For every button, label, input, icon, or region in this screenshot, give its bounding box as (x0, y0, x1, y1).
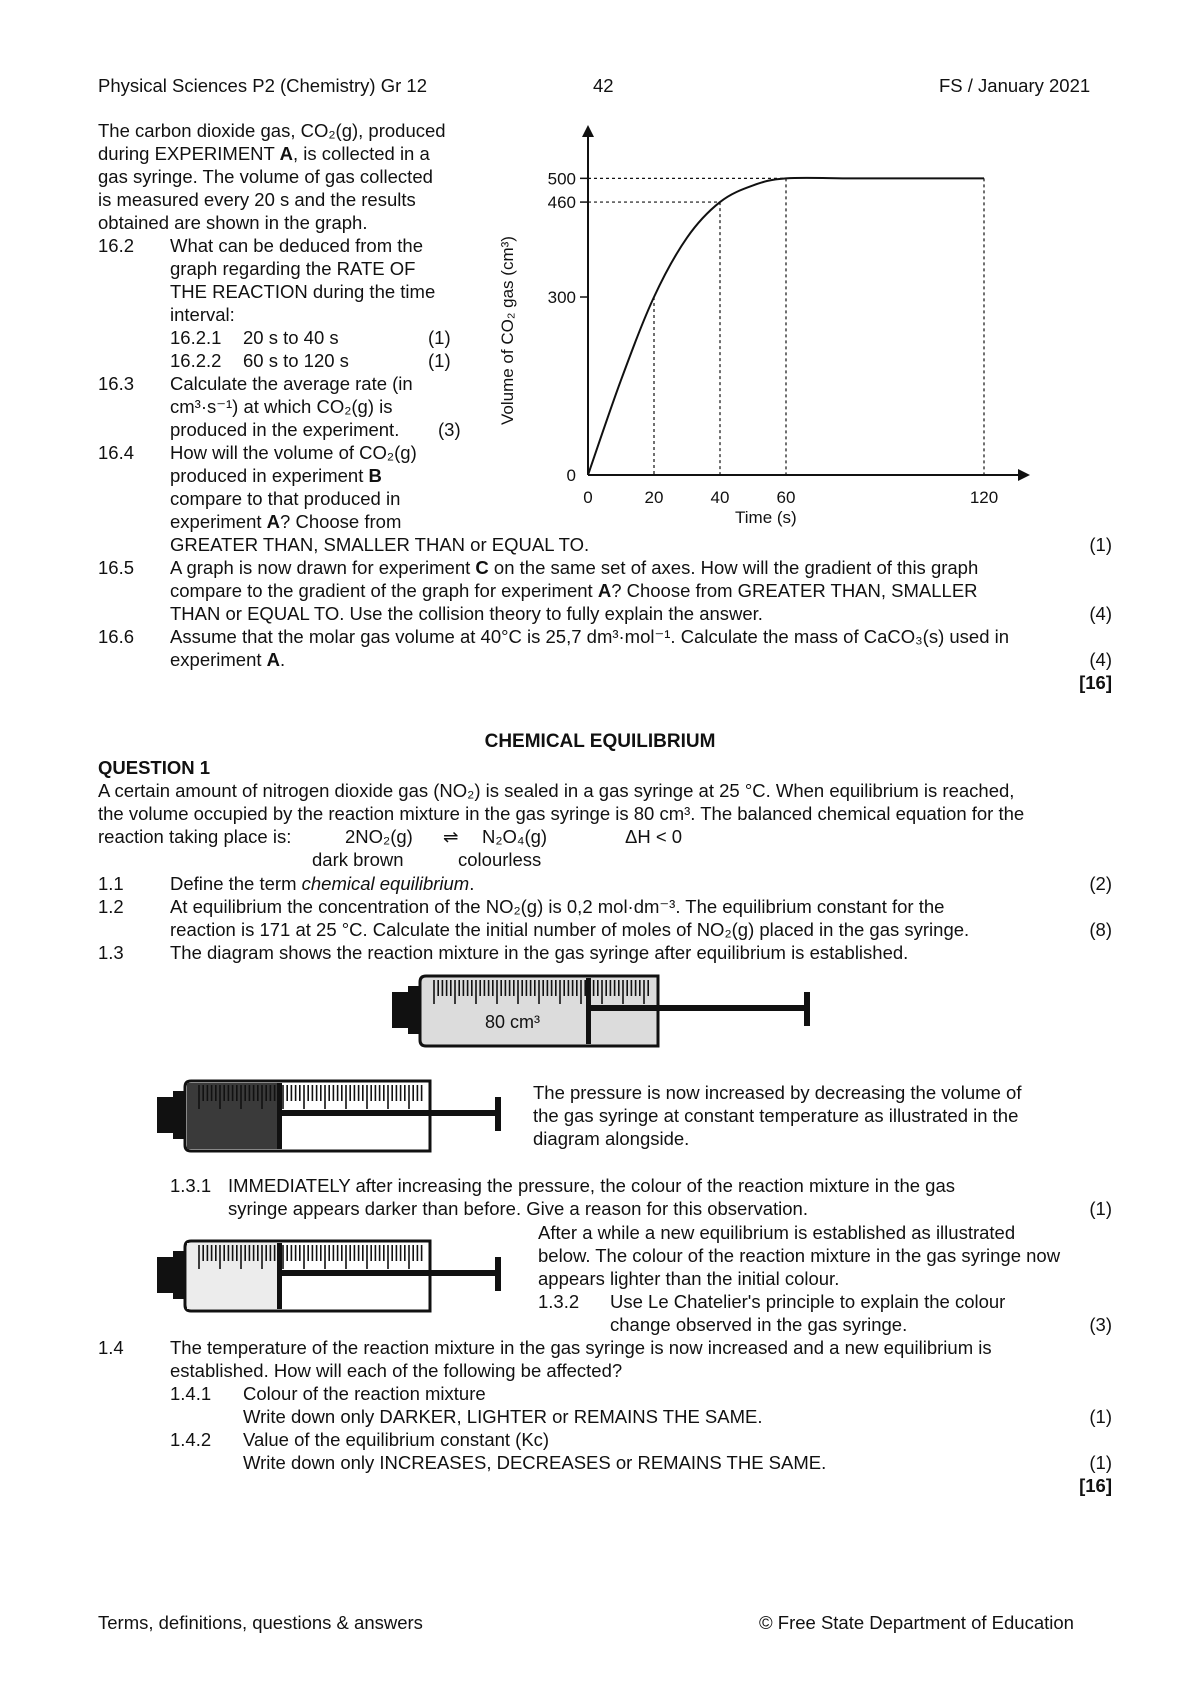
q1-4-2-mark: (1) (1089, 1452, 1112, 1473)
q1-intro-line-3: reaction taking place is: (98, 826, 292, 847)
syringe-plunger-handle (804, 992, 810, 1026)
equilibrium-arrow: ⇌ (443, 826, 459, 847)
q16-total: [16] (1079, 672, 1112, 693)
syringe-plunger-rod (586, 1005, 808, 1011)
intro-line-1: The carbon dioxide gas, CO₂(g), produced (98, 120, 446, 141)
footer-right: © Free State Department of Education (759, 1612, 1074, 1633)
q16-4-line-4: experiment A? Choose from (170, 511, 402, 532)
q16-5-line-2: compare to the gradient of the graph for experiment A? Choose from GREATER THAN, SMALLER (170, 580, 978, 601)
chart-x-tick-label: 40 (710, 488, 730, 507)
chart-x-tick-label: 120 (969, 488, 999, 507)
chart-y-tick-label: 500 (547, 169, 576, 189)
header-right: FS / January 2021 (939, 75, 1091, 96)
chart-y-axis-arrow (582, 125, 594, 137)
chart-guides (588, 178, 984, 475)
q16-4-line-3: compare to that produced in (170, 488, 401, 509)
intro-line-3: gas syringe. The volume of gas collected (98, 166, 433, 187)
reactant-colour: dark brown (312, 849, 404, 870)
syringe-nozzle (157, 1257, 175, 1293)
q16-3-line-1: Calculate the average rate (in (170, 373, 413, 394)
q1-4-line-2: established. How will each of the following be affected? (170, 1360, 623, 1381)
chart-y-axis-label: Volume of CO₂ gas (cm³) (498, 236, 517, 425)
syringe-equilibrium (390, 970, 830, 1052)
q16-4-line-5: GREATER THAN, SMALLER THAN or EQUAL TO. (170, 534, 590, 555)
q1-3-2-line-2: change observed in the gas syringe. (610, 1314, 908, 1335)
q1-4-1-line-1: Colour of the reaction mixture (243, 1383, 486, 1404)
q1-4-line-1: The temperature of the reaction mixture in the gas syringe is now increased and a new equilibrium is (170, 1337, 992, 1358)
footer-left: Terms, definitions, questions & answers (98, 1612, 423, 1633)
chart-y-tick-label: 300 (547, 288, 576, 308)
q16-2-2-number: 16.2.2 (170, 350, 222, 371)
q1-1-number: 1.1 (98, 873, 124, 894)
q16-4-mark: (1) (1089, 534, 1112, 555)
pressure-text-line-2: the gas syringe at constant temperature as illustrated in the (533, 1105, 1019, 1126)
syringe-new-equilibrium (155, 1235, 515, 1317)
chart-x-axis-arrow (1018, 469, 1030, 481)
after-text-line-3: appears lighter than the initial colour. (538, 1268, 840, 1289)
q16-5-line-3: THAN or EQUAL TO. Use the collision theory to fully explain the answer. (170, 603, 763, 624)
after-text-line-2: below. The colour of the reaction mixture in the gas syringe now (538, 1245, 1061, 1266)
syringe-volume-label: 80 cm³ (485, 1012, 541, 1032)
q16-2-2-text: 60 s to 120 s (243, 350, 349, 371)
q16-2-line-1: What can be deduced from the (170, 235, 423, 256)
q1-3-2-line-1: Use Le Chatelier's principle to explain the colour (610, 1291, 1006, 1312)
q1-3-1-line-2: syringe appears darker than before. Give a reason for this observation. (228, 1198, 808, 1219)
q16-4-line-1: How will the volume of CO₂(g) (170, 442, 417, 463)
q1-1-mark: (2) (1089, 873, 1112, 894)
q1-3-line-1: The diagram shows the reaction mixture in the gas syringe after equilibrium is established. (170, 942, 909, 963)
equation-product: N₂O₄(g) (482, 826, 548, 847)
q16-5-number: 16.5 (98, 557, 135, 578)
q16-2-number: 16.2 (98, 235, 135, 256)
q1-4-1-line-2: Write down only DARKER, LIGHTER or REMAINS THE SAME. (243, 1406, 763, 1427)
after-text-line-1: After a while a new equilibrium is established as illustrated (538, 1222, 1016, 1243)
q1-3-1-mark: (1) (1089, 1198, 1112, 1219)
q1-4-number: 1.4 (98, 1337, 124, 1358)
q16-2-1-mark: (1) (428, 327, 451, 348)
q1-3-2-mark: (3) (1089, 1314, 1112, 1335)
product-colour: colourless (458, 849, 542, 870)
q1-2-line-1: At equilibrium the concentration of the NO₂(g) is 0,2 mol·dm⁻³. The equilibrium constant for the (170, 896, 945, 917)
q1-2-line-2: reaction is 171 at 25 °C. Calculate the initial number of moles of NO₂(g) placed in the gas syringe. (170, 919, 970, 940)
syringe-compressed (155, 1075, 515, 1157)
q1-intro-line-2: the volume occupied by the reaction mixture in the gas syringe is 80 cm³. The balanced chemical equation for the (98, 803, 1025, 824)
q1-3-1-number: 1.3.1 (170, 1175, 212, 1196)
q16-6-number: 16.6 (98, 626, 135, 647)
intro-line-2: during EXPERIMENT A, is collected in a (98, 143, 430, 164)
equation-reactant: 2NO₂(g) (345, 826, 413, 847)
q16-3-line-2: cm³·s⁻¹) at which CO₂(g) is (170, 396, 393, 417)
q1-4-1-number: 1.4.1 (170, 1383, 212, 1404)
q16-4-number: 16.4 (98, 442, 135, 463)
co2-volume-graph (490, 125, 1120, 530)
q16-6-line-2: experiment A. (170, 649, 286, 670)
header-left: Physical Sciences P2 (Chemistry) Gr 12 (98, 75, 427, 96)
chart-x-tick-label: 20 (644, 488, 664, 507)
q1-2-mark: (8) (1089, 919, 1112, 940)
q16-3-mark: (3) (438, 419, 461, 440)
header-page-number: 42 (593, 75, 614, 96)
pressure-text-line-1: The pressure is now increased by decreasing the volume of (533, 1082, 1022, 1103)
q1-4-2-line-1: Value of the equilibrium constant (Kc) (243, 1429, 550, 1450)
q1-intro-line-1: A certain amount of nitrogen dioxide gas (NO₂) is sealed in a gas syringe at 25 °C. When equilibrium is reached, (98, 780, 1015, 801)
q16-6-mark: (4) (1089, 649, 1112, 670)
syringe-nozzle (392, 992, 410, 1028)
q16-2-line-4: interval: (170, 304, 235, 325)
chart-x-tick-label: 0 (583, 488, 593, 507)
q16-2-line-2: graph regarding the RATE OF (170, 258, 416, 279)
syringe-plunger-handle (495, 1097, 501, 1131)
q1-3-number: 1.3 (98, 942, 124, 963)
q1-4-1-mark: (1) (1089, 1406, 1112, 1427)
q1-4-2-number: 1.4.2 (170, 1429, 212, 1450)
q16-4-line-2: produced in experiment B (170, 465, 382, 486)
chart-ticks (548, 169, 999, 507)
section-title: CHEMICAL EQUILIBRIUM (484, 731, 716, 752)
chart-x-axis-label: Time (s) (735, 508, 797, 527)
q16-5-mark: (4) (1089, 603, 1112, 624)
q16-2-1-text: 20 s to 40 s (243, 327, 339, 348)
q1-1-text: Define the term chemical equilibrium. (170, 873, 475, 894)
q16-2-2-mark: (1) (428, 350, 451, 371)
chart-y-tick-label: 460 (547, 193, 576, 213)
q1-2-number: 1.2 (98, 896, 124, 917)
q16-3-line-3: produced in the experiment. (170, 419, 400, 440)
q1-3-1-line-1: IMMEDIATELY after increasing the pressure, the colour of the reaction mixture in the gas (228, 1175, 955, 1196)
q16-3-number: 16.3 (98, 373, 135, 394)
syringe-plunger-rod (277, 1110, 499, 1116)
syringe-plunger-handle (495, 1257, 501, 1291)
q1-total: [16] (1079, 1475, 1112, 1496)
q1-4-2-line-2: Write down only INCREASES, DECREASES or REMAINS THE SAME. (243, 1452, 827, 1473)
intro-line-4: is measured every 20 s and the results (98, 189, 416, 210)
question-1-heading: QUESTION 1 (98, 757, 211, 778)
intro-line-5: obtained are shown in the graph. (98, 212, 368, 233)
q16-2-1-number: 16.2.1 (170, 327, 222, 348)
syringe-plunger-rod (277, 1270, 499, 1276)
chart-x-tick-label: 60 (776, 488, 796, 507)
q1-3-2-number: 1.3.2 (538, 1291, 580, 1312)
equation-enthalpy: ΔH < 0 (625, 826, 683, 847)
pressure-text-line-3: diagram alongside. (533, 1128, 690, 1149)
chart-y-tick-label: 0 (566, 466, 576, 485)
q16-5-line-1: A graph is now drawn for experiment C on the same set of axes. How will the gradient of this graph (170, 557, 979, 578)
q16-2-line-3: THE REACTION during the time (170, 281, 436, 302)
syringe-nozzle (157, 1097, 175, 1133)
q16-6-line-1: Assume that the molar gas volume at 40°C is 25,7 dm³·mol⁻¹. Calculate the mass of CaCO₃(s) used in (170, 626, 1010, 647)
